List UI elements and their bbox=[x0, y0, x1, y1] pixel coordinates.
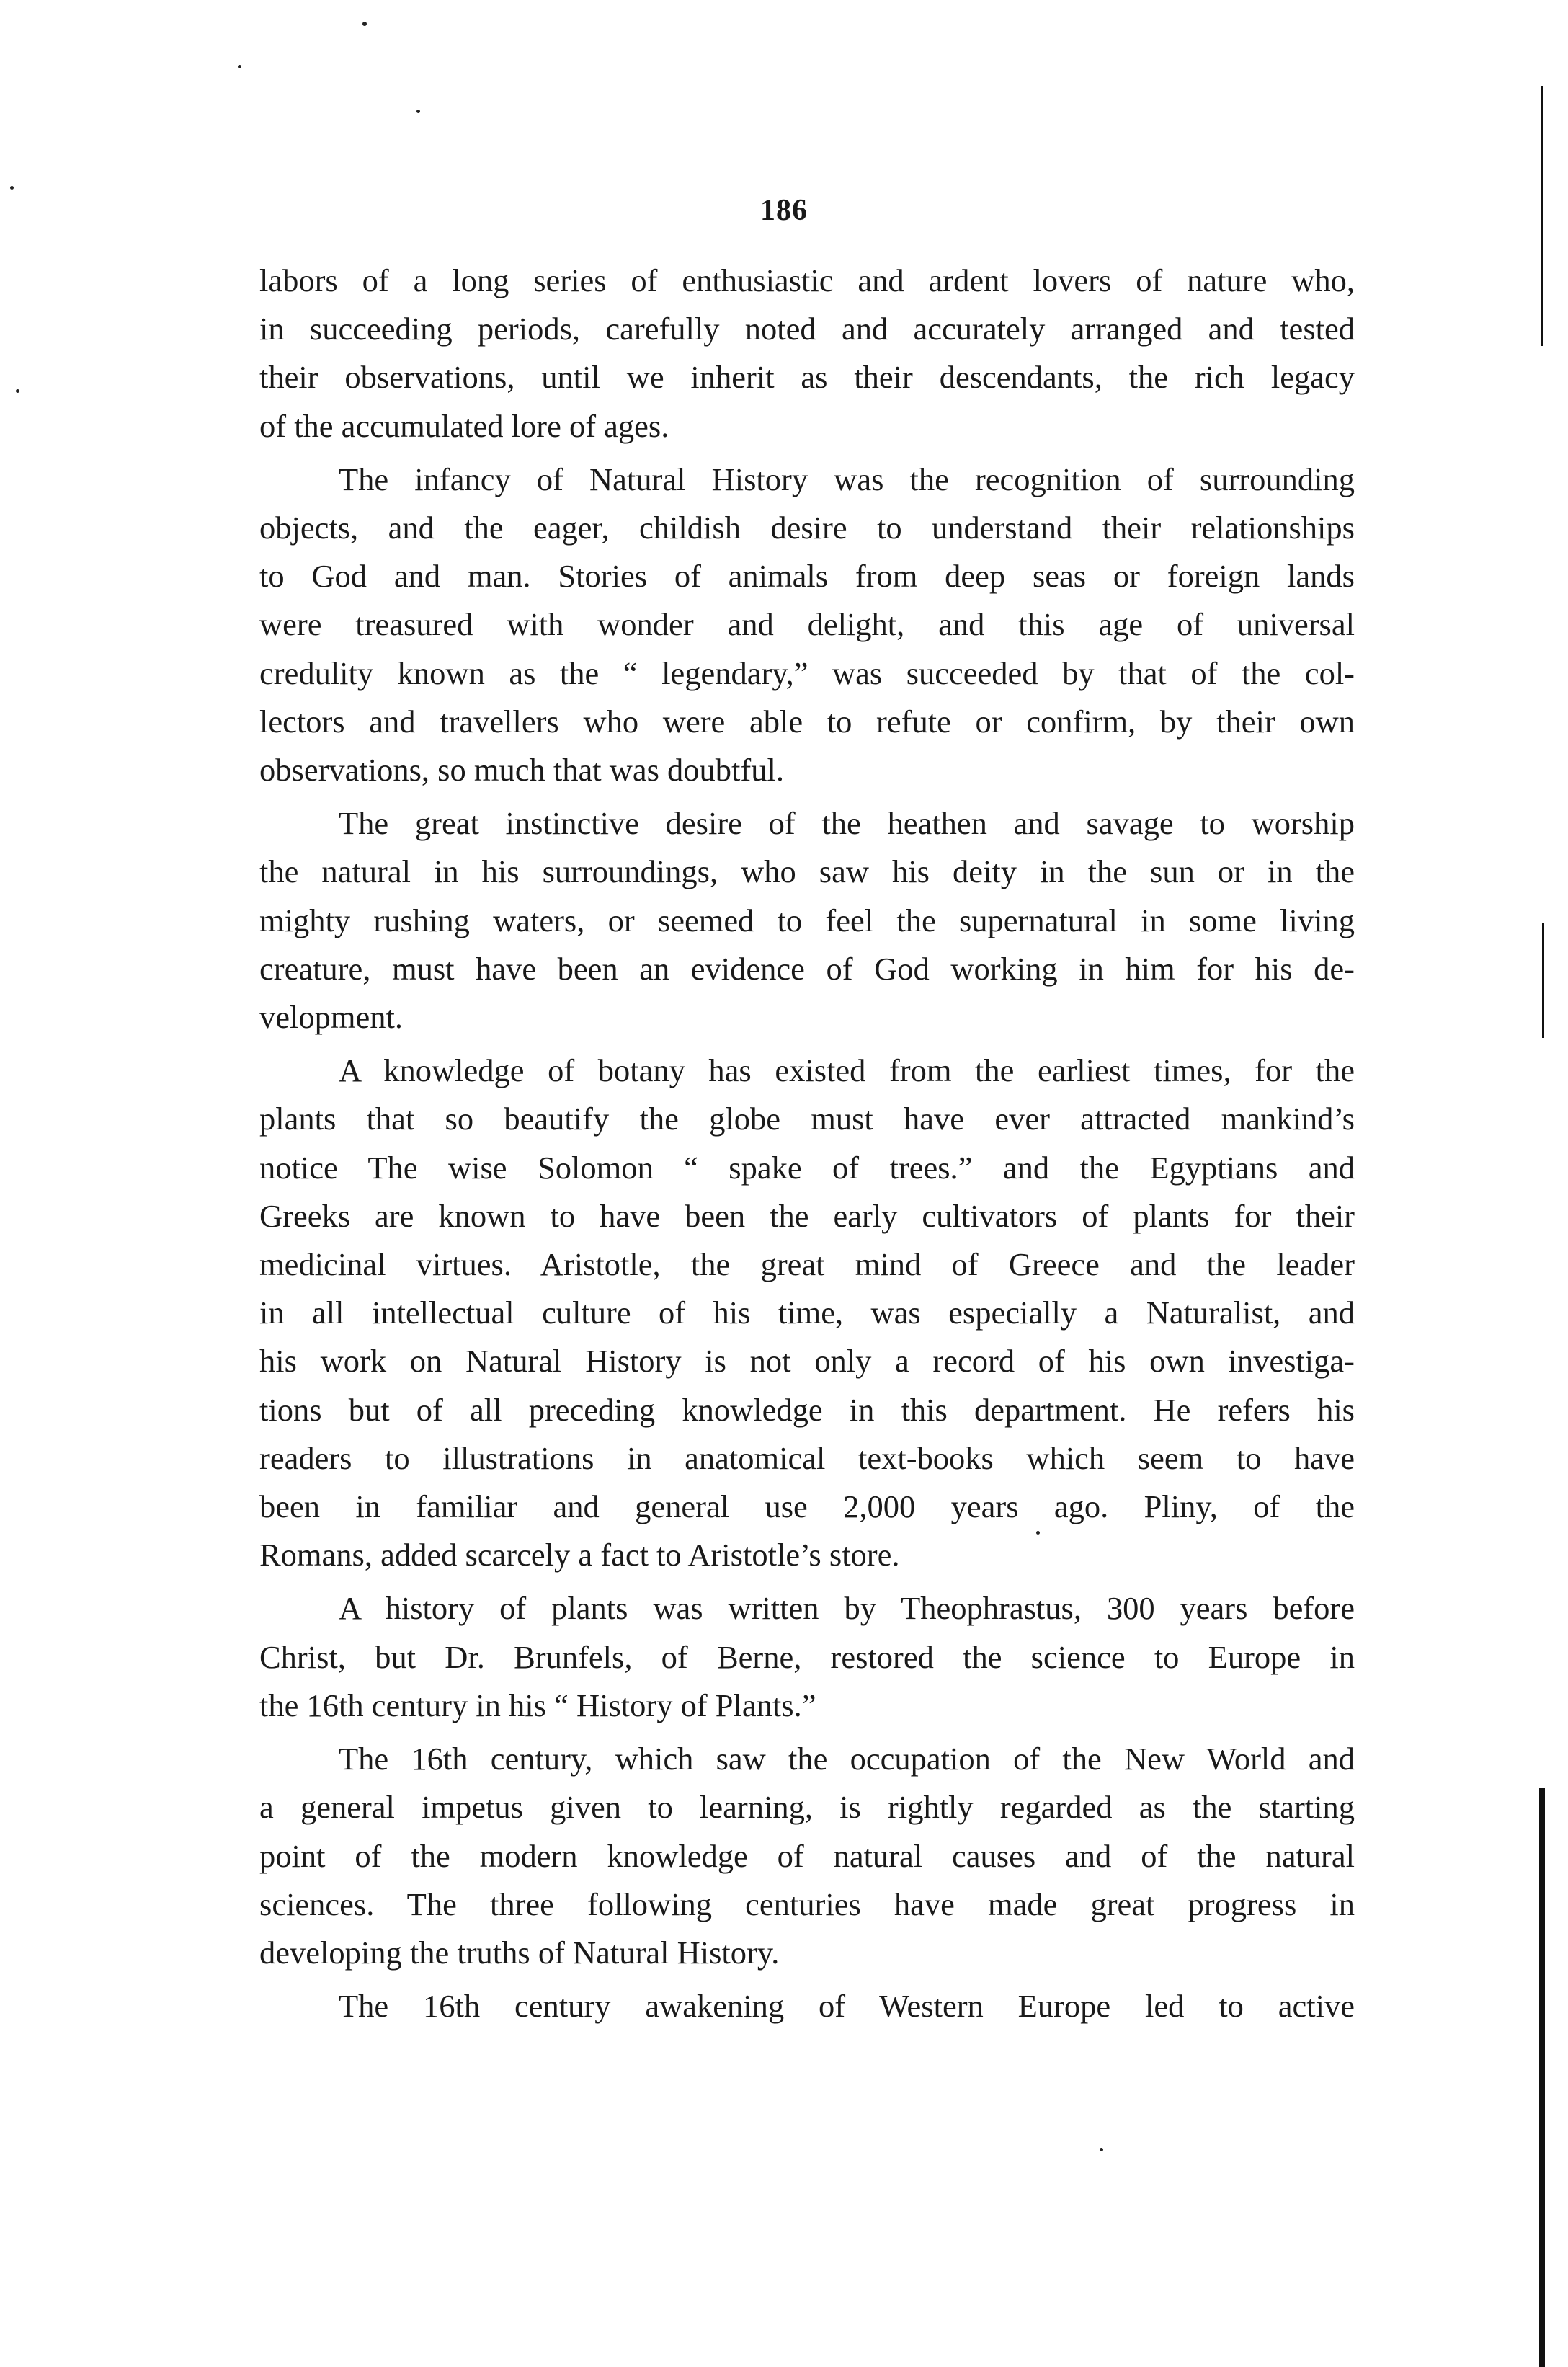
paragraph bbox=[259, 1982, 1355, 2030]
text-line: The 16th century awakening of Western Europe led to active bbox=[339, 1988, 1355, 2025]
text-line: readers to illustrations in anatomical text-books which seem to have bbox=[259, 1439, 1355, 1476]
text-line: were treasured with wonder and delight, and this age of universal bbox=[259, 606, 1355, 643]
scan-edge-shadow bbox=[1542, 923, 1544, 1038]
body-text bbox=[259, 257, 1355, 2030]
text-line: in succeeding periods, carefully noted and accurately arranged and tested bbox=[259, 311, 1355, 347]
scan-speck bbox=[16, 389, 19, 393]
text-line: labors of a long series of enthusiastic and ardent lovers of nature who, bbox=[259, 262, 1355, 298]
page-number: 186 bbox=[760, 194, 808, 227]
text-line: A knowledge of botany has existed from the earliest times, for the bbox=[339, 1052, 1355, 1089]
paragraph bbox=[259, 1584, 1355, 1730]
paragraph bbox=[259, 1047, 1355, 1579]
text-line: the natural in his surroundings, who saw his deity in the sun or in the bbox=[259, 853, 1355, 890]
text-line: been in familiar and general use 2,000 years ago. Pliny, of the bbox=[259, 1488, 1355, 1525]
text-line: objects, and the eager, childish desire to understand their relationships bbox=[259, 510, 1355, 546]
scan-edge-shadow bbox=[1539, 1788, 1545, 2367]
text-line: notice The wise Solomon “ spake of trees.” and the Egyptians and bbox=[259, 1149, 1355, 1186]
text-line: plants that so beautify the globe must have ever attracted mankind’s bbox=[259, 1101, 1355, 1137]
text-line: velopment. bbox=[259, 999, 403, 1036]
scan-speck bbox=[10, 186, 14, 190]
text-line: mighty rushing waters, or seemed to feel the supernatural in some living bbox=[259, 902, 1355, 938]
text-line: observations, so much that was doubtful. bbox=[259, 752, 784, 789]
text-line: The infancy of Natural History was the recognition of surrounding bbox=[339, 461, 1355, 497]
text-line: A history of plants was written by Theophrastus, 300 years before bbox=[339, 1590, 1355, 1627]
paragraph bbox=[259, 456, 1355, 794]
text-line: in all intellectual culture of his time, was especially a Naturalist, and bbox=[259, 1294, 1355, 1331]
text-line: point of the modern knowledge of natural causes and of the natural bbox=[259, 1837, 1355, 1874]
text-line: credulity known as the “ legendary,” was succeeded by that of the col- bbox=[259, 654, 1355, 691]
text-line: his work on Natural History is not only a record of his own investiga- bbox=[259, 1343, 1355, 1380]
text-line: their observations, until we inherit as their descendants, the rich legacy bbox=[259, 359, 1355, 396]
text-line: creature, must have been an evidence of God working in him for his de- bbox=[259, 950, 1355, 987]
text-line: Christ, but Dr. Brunfels, of Berne, restored the science to Europe in bbox=[259, 1638, 1355, 1675]
text-line: tions but of all preceding knowledge in this department. He refers his bbox=[259, 1391, 1355, 1428]
text-line: developing the truths of Natural History. bbox=[259, 1934, 780, 1971]
paragraph bbox=[259, 1735, 1355, 1977]
text-line: a general impetus given to learning, is rightly regarded as the starting bbox=[259, 1789, 1355, 1826]
text-line: Greeks are known to have been the early cultivators of plants for their bbox=[259, 1197, 1355, 1234]
text-line: sciences. The three following centuries have made great progress in bbox=[259, 1886, 1355, 1922]
text-line: to God and man. Stories of animals from deep seas or foreign lands bbox=[259, 558, 1355, 595]
text-line: lectors and travellers who were able to refute or confirm, by their own bbox=[259, 703, 1355, 740]
scan-speck bbox=[238, 65, 241, 68]
text-line: The great instinctive desire of the heathen and savage to worship bbox=[339, 805, 1355, 842]
text-line: medicinal virtues. Aristotle, the great mind of Greece and the leader bbox=[259, 1246, 1355, 1283]
text-line: of the accumulated lore of ages. bbox=[259, 407, 669, 444]
text-line: Romans, added scarcely a fact to Aristotle’s store. bbox=[259, 1537, 900, 1573]
scan-speck bbox=[362, 22, 367, 26]
paragraph bbox=[259, 257, 1355, 450]
text-line: the 16th century in his “ History of Plants.” bbox=[259, 1687, 816, 1723]
scan-speck bbox=[416, 110, 420, 113]
paragraph bbox=[259, 799, 1355, 1042]
scan-speck bbox=[1100, 2148, 1103, 2151]
text-line: The 16th century, which saw the occupation of the New World and bbox=[339, 1741, 1355, 1777]
